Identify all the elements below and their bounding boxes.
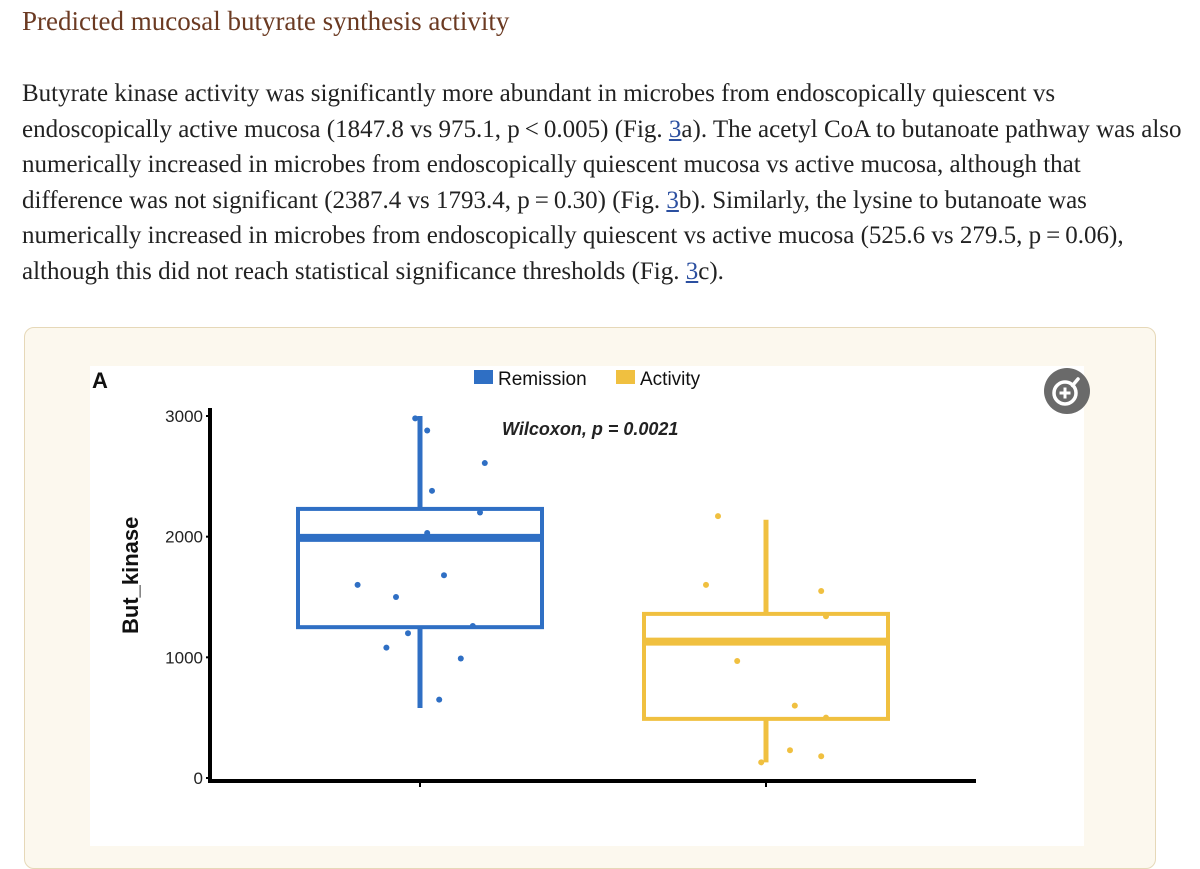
- data-point-activity: [787, 747, 793, 753]
- data-point-remission: [424, 530, 430, 536]
- data-point-activity: [734, 658, 740, 664]
- legend-label-remission: Remission: [498, 369, 587, 390]
- box-activity: [644, 614, 888, 719]
- figure-link[interactable]: 3: [685, 257, 699, 285]
- results-paragraph: [22, 76, 1182, 289]
- figure-image[interactable]: [90, 366, 1084, 846]
- figure-link[interactable]: 3: [666, 186, 679, 214]
- data-point-remission: [436, 697, 442, 703]
- data-point-activity: [823, 715, 829, 721]
- boxplot-chart: [90, 366, 1084, 846]
- data-point-remission: [383, 645, 389, 651]
- test-annotation: Wilcoxon, p = 0.0021: [502, 419, 679, 439]
- data-point-activity: [818, 588, 824, 594]
- y-axis-label: But_kinase: [118, 516, 143, 634]
- legend-label-activity: Activity: [640, 369, 701, 390]
- chart-marks: [298, 415, 888, 765]
- data-point-remission: [441, 572, 447, 578]
- data-point-remission: [429, 488, 435, 494]
- data-point-activity: [823, 613, 829, 619]
- data-point-remission: [458, 656, 464, 662]
- chart-legend: [474, 369, 701, 390]
- paragraph-text: a). The acetyl CoA to butanoate pathway was also numerically increased in microbes from endoscopically quiescent mucosa vs active mucosa, although that difference was not significant (2387.4 vs 1793.4, p = 0.30) (Fig.: [22, 115, 1182, 214]
- paragraph-text: c).: [698, 257, 724, 285]
- legend-swatch-remission: [474, 370, 493, 384]
- y-tick-label-0: 0: [193, 769, 203, 788]
- data-point-activity: [715, 513, 721, 519]
- y-tick-label-2000: 2000: [165, 527, 203, 547]
- data-point-remission: [477, 510, 483, 516]
- y-tick-label-3000: 3000: [165, 407, 203, 426]
- data-point-remission: [470, 623, 476, 629]
- panel-letter: A: [92, 368, 108, 393]
- data-point-remission: [482, 460, 488, 466]
- data-point-remission: [412, 415, 418, 421]
- data-point-activity: [758, 759, 764, 765]
- data-point-remission: [424, 427, 430, 433]
- axes: [165, 407, 976, 788]
- zoom-in-icon: [1044, 368, 1090, 414]
- y-tick-label-1000: 1000: [165, 648, 203, 668]
- data-point-activity: [703, 582, 709, 588]
- legend-swatch-activity: [616, 370, 635, 384]
- data-point-remission: [393, 594, 399, 600]
- paragraph-text: Butyrate kinase activity was significantly more abundant in microbes from endoscopically quiescent vs endoscopically active mucosa (1847.8 vs 975.1, p < 0.005) (Fig.: [22, 80, 1056, 143]
- box-remission: [298, 509, 542, 627]
- section-title: Predicted mucosal butyrate synthesis activity: [22, 6, 510, 36]
- paragraph-text: b). Similarly, the lysine to butanoate was numerically increased in microbes from endoscopically quiescent vs active mucosa (525.6 vs 279.5, p = 0.06), although this did not reach statistical significance thresholds (Fig.: [22, 186, 1124, 285]
- data-point-activity: [818, 753, 824, 759]
- zoom-in-button[interactable]: [1044, 368, 1090, 414]
- figure-link[interactable]: 3: [668, 115, 682, 143]
- data-point-remission: [405, 630, 411, 636]
- data-point-remission: [355, 582, 361, 588]
- data-point-activity: [792, 703, 798, 709]
